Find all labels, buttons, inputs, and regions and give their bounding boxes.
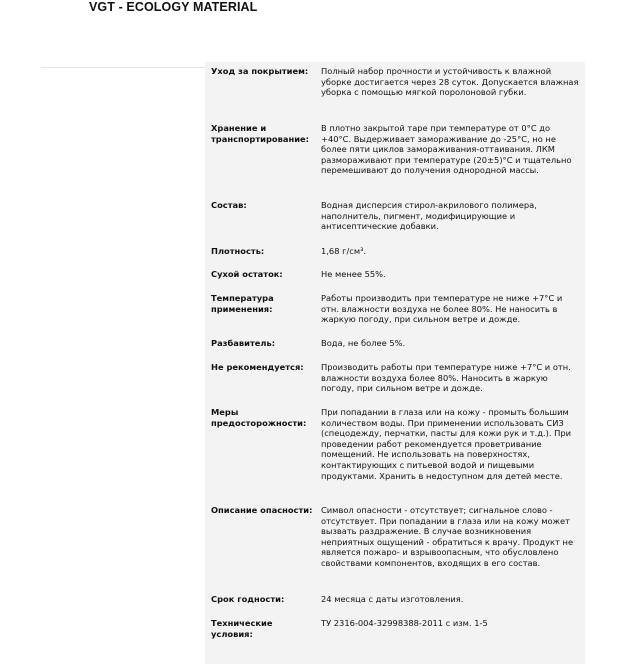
- property-label: Температура применения:: [211, 293, 274, 314]
- property-label: Плотность:: [211, 246, 265, 256]
- property-label: Разбавитель:: [211, 338, 276, 348]
- property-label: Срок годности:: [211, 594, 285, 604]
- document-header-title: VGT - ECOLOGY MATERIAL: [89, 0, 258, 14]
- section-divider: [41, 67, 205, 68]
- property-value: Вода, не более 5%.: [321, 338, 406, 348]
- property-value: Символ опасности - отсутствует; сигнальное слово - отсутствует. При попадании в глаза или на кожу может вызвать раздражение. В случае возникновения неприятных ощущений - обратиться к врачу. Продукт не является пожаро- и взрывоопасным, что обусловлено свойствами компонентов, входящих в его состав.: [321, 505, 574, 568]
- property-value: 24 месяца с даты изготовления.: [321, 594, 464, 604]
- property-value: 1,68 г/см³.: [321, 246, 367, 256]
- property-label: Сухой остаток:: [211, 269, 283, 279]
- property-label: Хранение и транспортирование:: [211, 123, 309, 144]
- property-label: Уход за покрытием:: [211, 66, 309, 76]
- property-value: В плотно закрытой таре при температуре от 0°С до +40°С. Выдерживает замораживание до -25°С, но не более пяти циклов замораживания-оттаивания. ЛКМ размораживают при температуре (20±5)°С и тщательно перемешивают до получения однородной массы.: [321, 123, 572, 176]
- properties-table: [205, 62, 585, 664]
- property-value: Водная дисперсия стирол-акрилового полимера, наполнитель, пигмент, модифицирующие и антисептические добавки.: [321, 200, 537, 232]
- property-value: При попадании в глаза или на кожу - промыть большим количеством воды. При применении использовать СИЗ (спецодежду, перчатки, пасты для кожи рук и т.д.). При проведении работ рекомендуется проветривание помещений. Не использовать на поверхностях, контактирующих с питьевой водой и пищевыми продуктами. Хранить в недоступном для детей месте.: [321, 407, 572, 481]
- property-label: Меры предосторожности:: [211, 407, 307, 428]
- property-label: Состав:: [211, 200, 247, 210]
- property-value: ТУ 2316-004-32998388-2011 с изм. 1-5: [321, 618, 488, 628]
- property-value: Производить работы при температуре ниже +7°С и отн. влажности воздуха более 80%. Наносить в жаркую погоду, при сильном ветре и дожде.: [321, 362, 571, 394]
- property-label: Описание опасности:: [211, 505, 313, 515]
- property-value: Работы производить при температуре не ниже +7°С и отн. влажности воздуха не более 80%. Не наносить в жаркую погоду, при сильном ветре и дожде.: [321, 293, 563, 325]
- property-value: Не менее 55%.: [321, 269, 386, 279]
- property-label: Не рекомендуется:: [211, 362, 304, 372]
- property-label: Технические условия:: [211, 618, 273, 639]
- property-value: Полный набор прочности и устойчивость к влажной уборке достигается через 28 суток. Допускается влажная уборка с помощью мягкой поролоновой губки.: [321, 66, 579, 98]
